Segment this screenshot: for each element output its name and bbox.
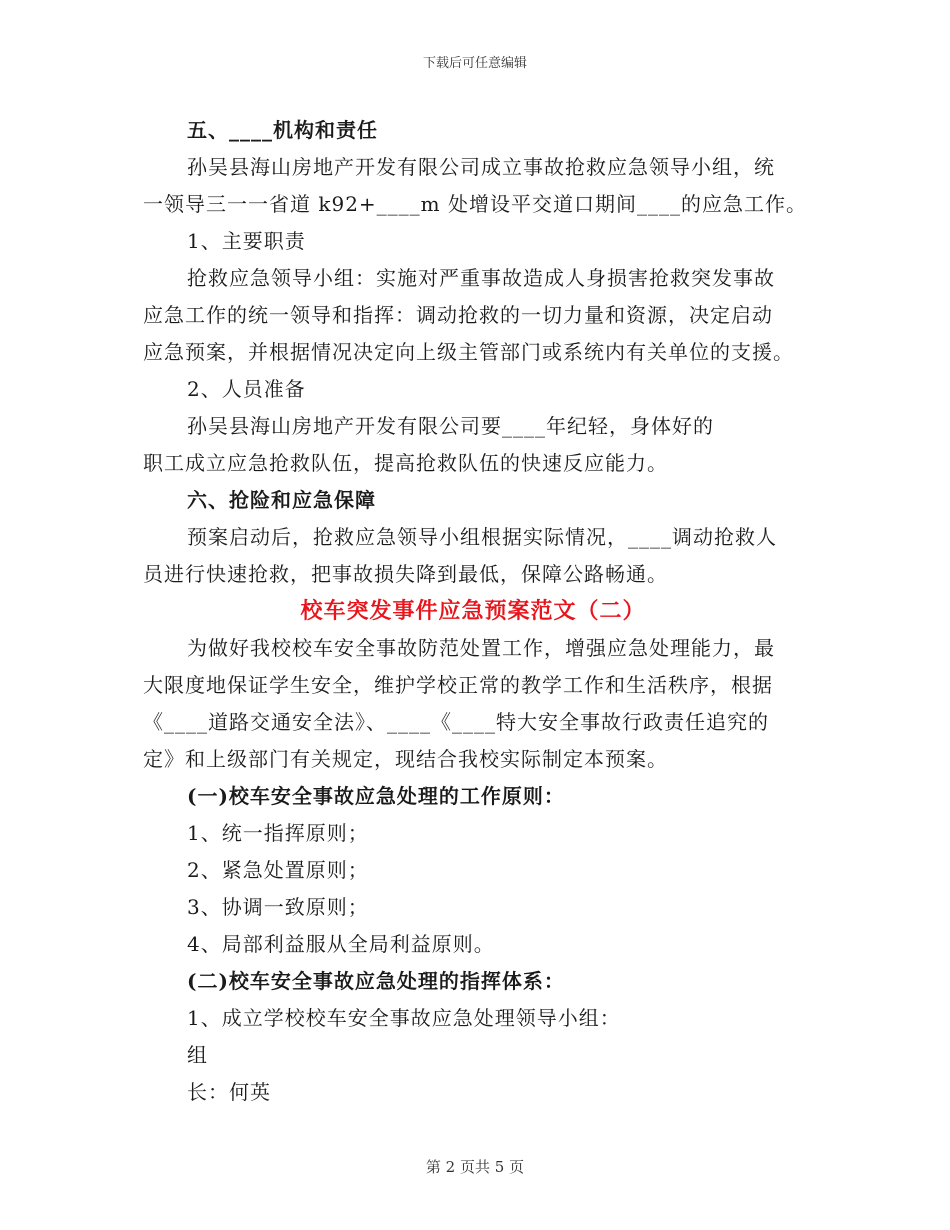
paragraph-line: 职工成立应急抢救队伍，提高抢救队伍的快速反应能力。 bbox=[143, 451, 668, 475]
subsection-heading: 2、人员准备 bbox=[187, 377, 306, 401]
paragraph-line: 员进行快速抢救，把事故损失降到最低，保障公路畅通。 bbox=[143, 562, 668, 586]
paragraph-line: 大限度地保证学生安全，维护学校正常的教学工作和生活秩序，根据 bbox=[143, 673, 773, 697]
paragraph-line: 抢救应急领导小组：实施对严重事故造成人身损害抢救突发事故 bbox=[187, 266, 775, 290]
paragraph-line: 孙吴县海山房地产开发有限公司要____年纪轻，身体好的 bbox=[187, 414, 714, 438]
principle-item: 1、统一指挥原则； bbox=[187, 821, 369, 845]
section-6-heading: 六、抢险和应急保障 bbox=[187, 488, 376, 512]
part-1-heading: (一)校车安全事故应急处理的工作原则： bbox=[187, 784, 565, 808]
subsection-heading: 1、主要职责 bbox=[187, 229, 306, 253]
principle-item: 3、协调一致原则； bbox=[187, 895, 369, 919]
paragraph-line: 应急预案，并根据情况决定向上级主管部门或系统内有关单位的支援。 bbox=[143, 340, 794, 364]
page-footer: 第 2 页共 5 页 bbox=[425, 1158, 525, 1176]
paragraph-line: 定》和上级部门有关规定，现结合我校实际制定本预案。 bbox=[143, 747, 668, 771]
article-title: 校车突发事件应急预案范文（二） bbox=[300, 598, 646, 624]
paragraph-line: 《____道路交通安全法》、____《____特大安全事故行政责任追究的 bbox=[143, 710, 769, 734]
paragraph-line: 1、成立学校校车安全事故应急处理领导小组： bbox=[187, 1006, 621, 1030]
paragraph-line: 为做好我校校车安全事故防范处置工作，增强应急处理能力，最 bbox=[187, 636, 775, 660]
paragraph-line: 孙吴县海山房地产开发有限公司成立事故抢救应急领导小组，统 bbox=[187, 155, 775, 179]
paragraph-line: 预案启动后，抢救应急领导小组根据实际情况，____调动抢救人 bbox=[187, 525, 777, 549]
principle-item: 4、局部利益服从全局利益原则。 bbox=[187, 932, 495, 956]
document-body bbox=[143, 112, 808, 1111]
paragraph-line: 一领导三一一省道 k92+____m 处增设平交道口期间____的应急工作。 bbox=[143, 192, 808, 216]
paragraph-line: 应急工作的统一领导和指挥：调动抢救的一切力量和资源，决定启动 bbox=[143, 303, 773, 327]
part-2-heading: (二)校车安全事故应急处理的指挥体系： bbox=[187, 969, 565, 993]
leader-label: 组 bbox=[187, 1043, 208, 1067]
leader-name: 长：何英 bbox=[187, 1080, 271, 1104]
principle-item: 2、紧急处置原则； bbox=[187, 858, 369, 882]
section-5-heading: 五、____机构和责任 bbox=[187, 118, 378, 142]
page-header: 下载后可任意编辑 bbox=[422, 56, 527, 71]
